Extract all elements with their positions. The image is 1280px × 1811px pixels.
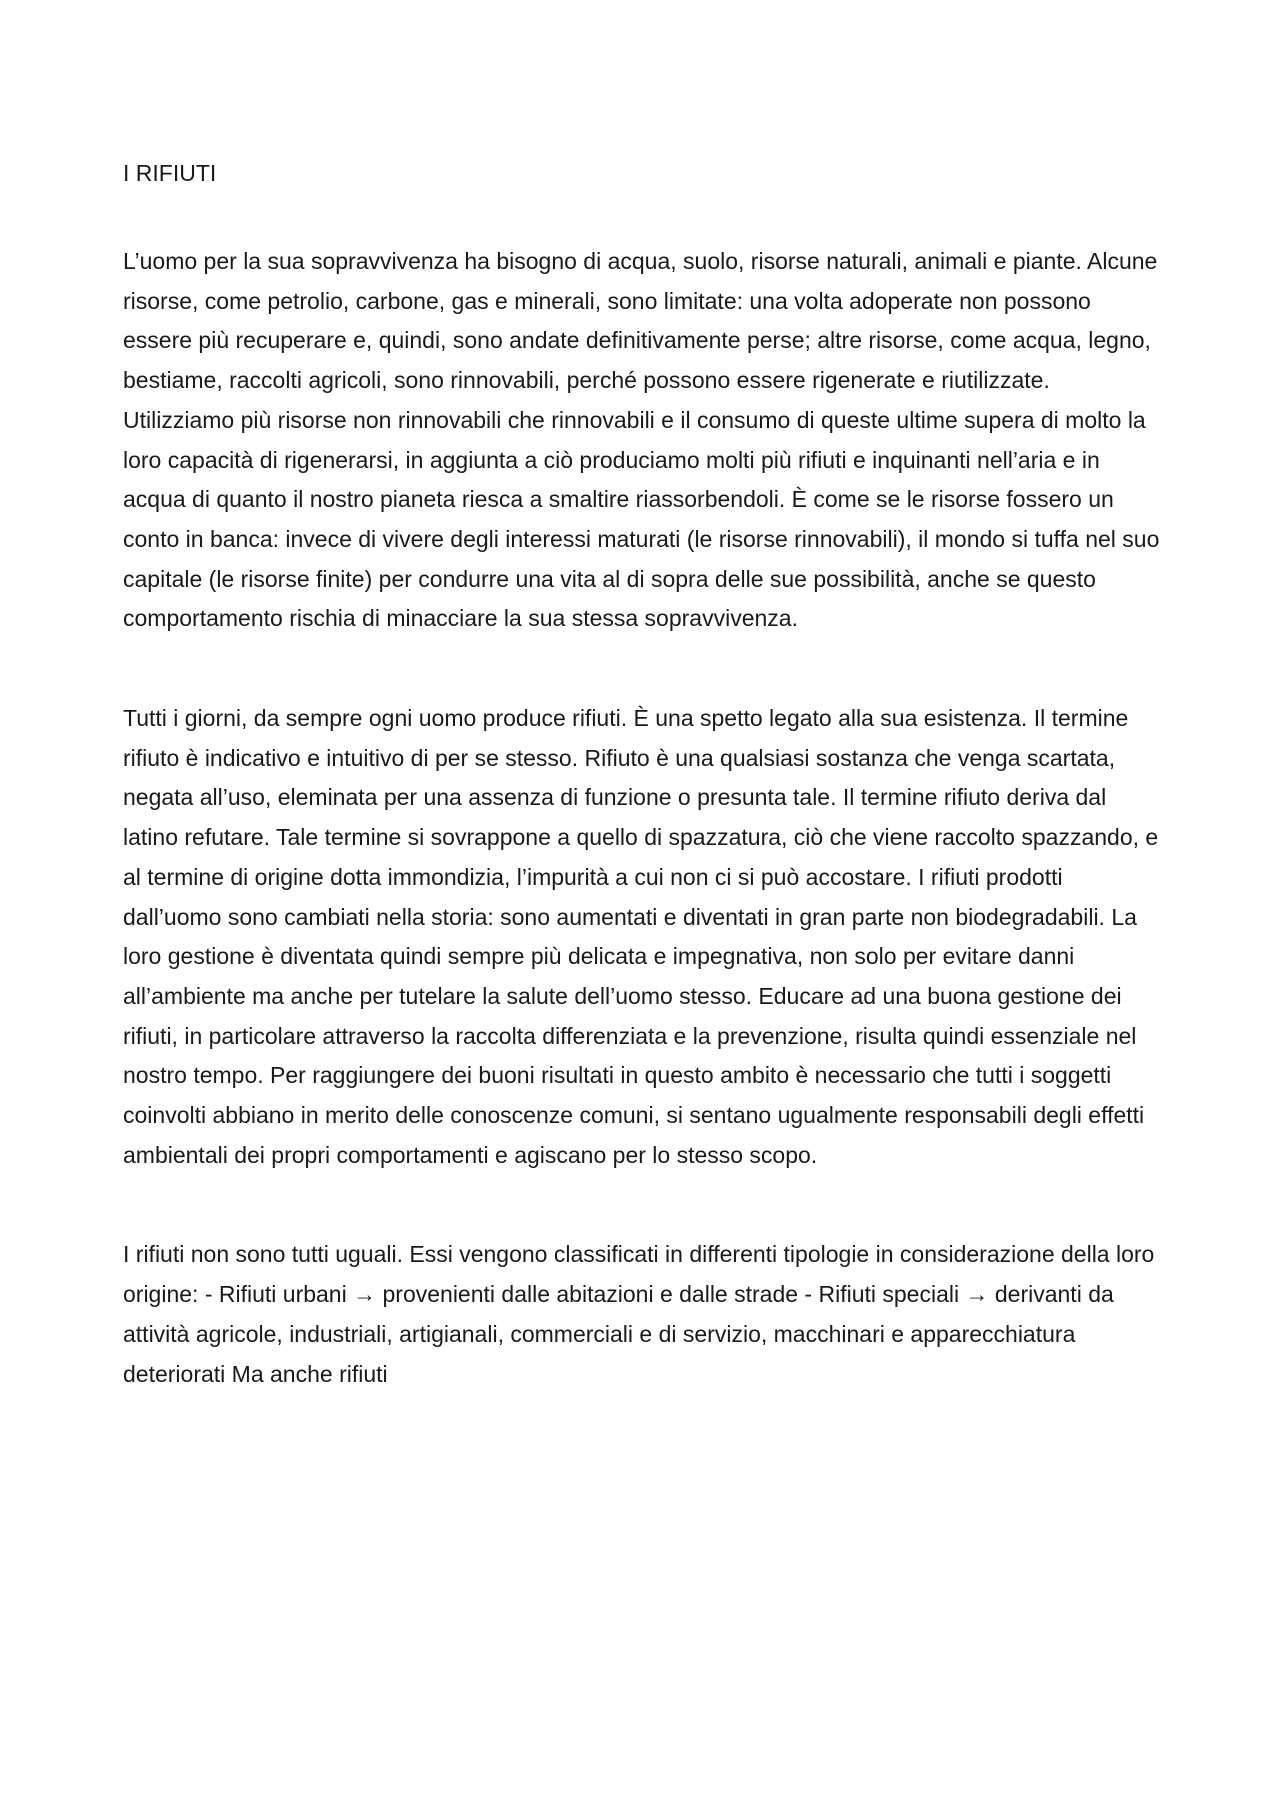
document-title: I RIFIUTI	[123, 160, 217, 186]
paragraph-resources: L’uomo per la sua sopravvivenza ha bisogno di acqua, suolo, risorse naturali, animali e piante. Alcune risorse, come petrolio, carbone, gas e minerali, sono limitate: una volta adoperate non possono essere più recuperare e, quindi, sono andate definitivamente perse; altre risorse, come acqua, legno, bestiame, raccolti agricoli, sono rinnovabili, perché possono essere rigenerate e riutilizzate. Utilizziamo più risorse non rinnovabili che rinnovabili e il consumo di queste ultime supera di molto la loro capacità di rigenerarsi, in aggiunta a ciò produciamo molti più rifiuti e inquinanti nell’aria e in acqua di quanto il nostro pianeta riesca a smaltire riassorbendoli. È come se le risorse fossero un conto in banca: invece di vivere degli interessi maturati (le risorse rinnovabili), il mondo si tuffa nel suo capitale (le risorse finite) per condurre una vita al di sopra delle sue possibilità, anche se questo comportamento rischia di minacciare la sua stessa sopravvivenza.	[123, 248, 1160, 632]
paragraph-waste-classification: I rifiuti non sono tutti uguali. Essi vengono classificati in differenti tipologie in considerazione della loro origine: - Rifiuti urbani → provenienti dalle abitazioni e dalle strade - Rifiuti speciali → derivanti da attività agricole, industriali, artigianali, commerciali e di servizio, macchinari e apparecchiatura deteriorati Ma anche rifiuti	[123, 1241, 1155, 1387]
document-body	[123, 158, 1163, 1454]
paragraph-waste-definition: Tutti i giorni, da sempre ogni uomo produce rifiuti. È una spetto legato alla sua esistenza. Il termine rifiuto è indicativo e intuitivo di per se stesso. Rifiuto è una qualsiasi sostanza che venga scartata, negata all’uso, eleminata per una assenza di funzione o presunta tale. Il termine rifiuto deriva dal latino refutare. Tale termine si sovrappone a quello di spazzatura, ciò che viene raccolto spazzando, e al termine di origine dotta immondizia, l’impurità a cui non ci si può accostare. I rifiuti prodotti dall’uomo sono cambiati nella storia: sono aumentati e diventati in gran parte non biodegradabili. La loro gestione è diventata quindi sempre più delicata e impegnativa, non solo per evitare danni all’ambiente ma anche per tutelare la salute dell’uomo stesso. Educare ad una buona gestione dei rifiuti, in particolare attraverso la raccolta differenziata e la prevenzione, risulta quindi essenziale nel nostro tempo. Per raggiungere dei buoni risultati in questo ambito è necessario che tutti i soggetti coinvolti abbiano in merito delle conoscenze comuni, si sentano ugualmente responsabili degli effetti ambientali dei propri comportamenti e agiscano per lo stesso scopo.	[123, 705, 1159, 1168]
